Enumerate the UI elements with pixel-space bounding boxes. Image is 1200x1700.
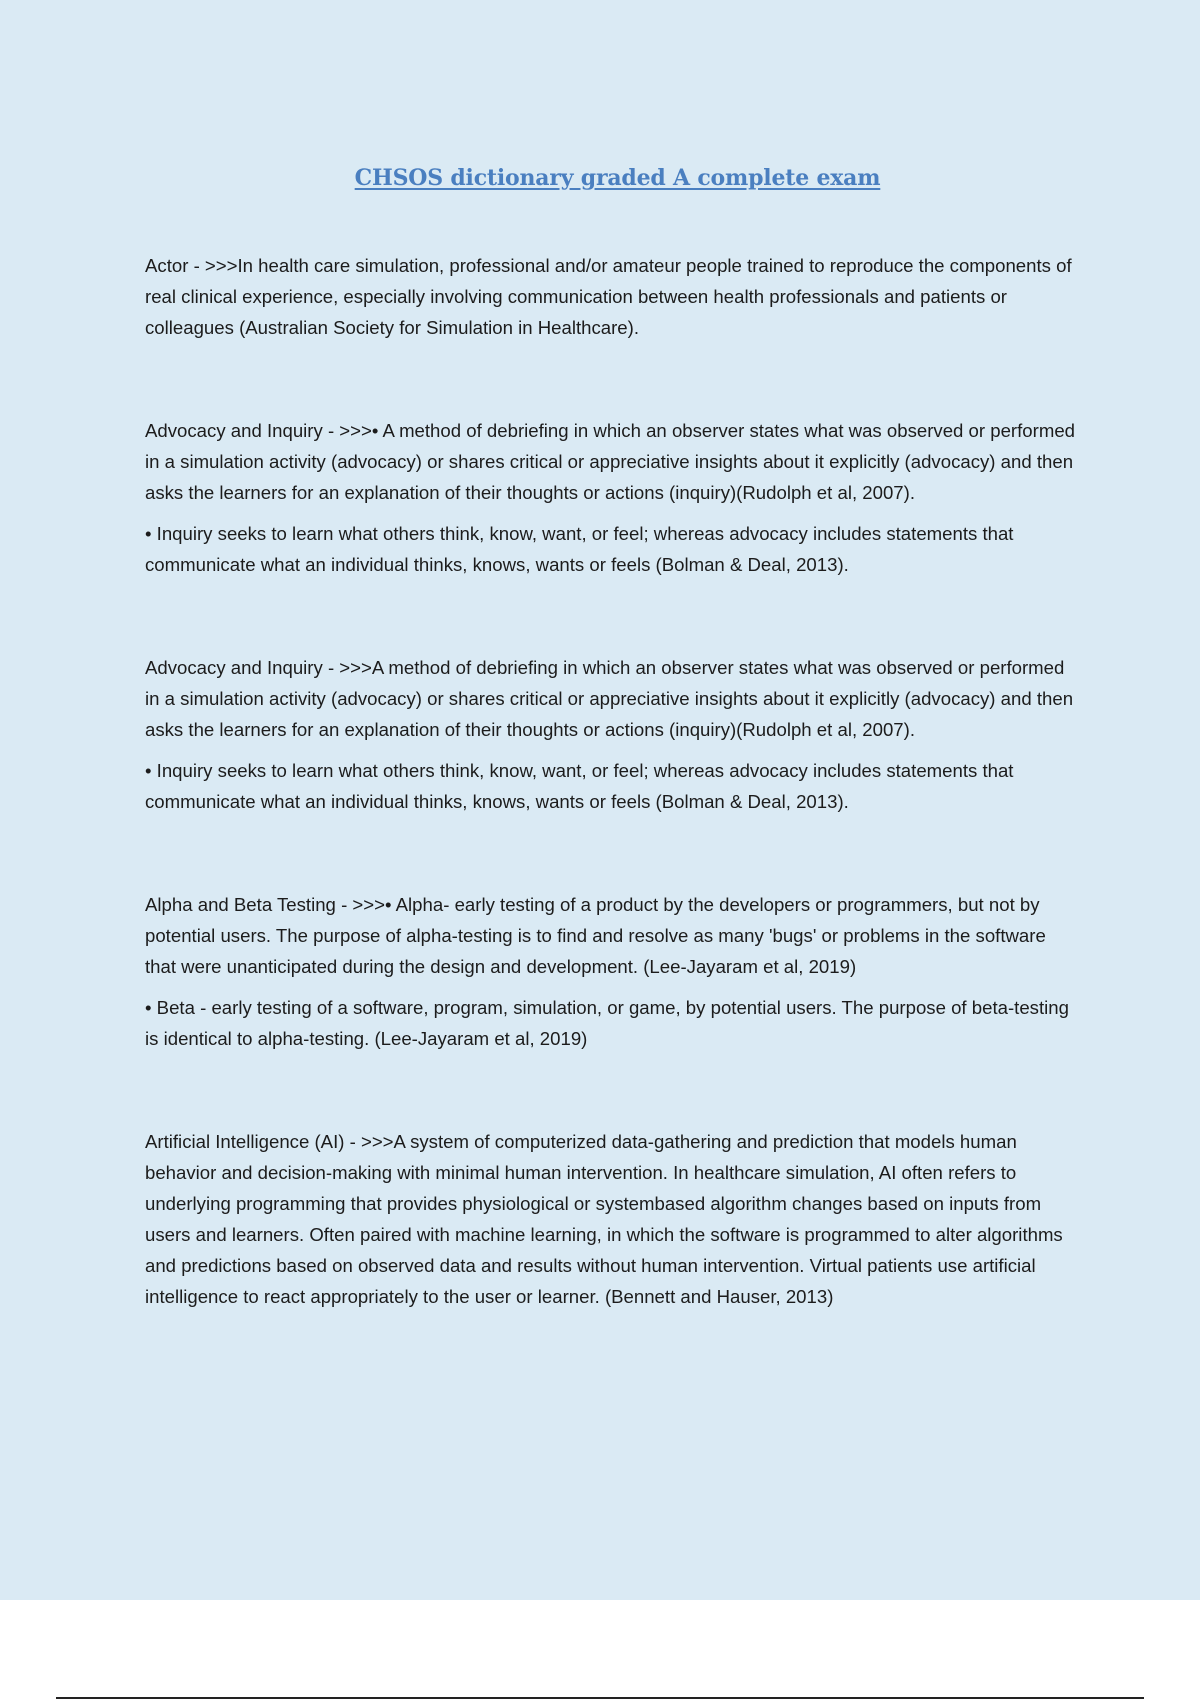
- entry-paragraph: • Inquiry seeks to learn what others think, know, want, or feel; whereas advocacy includes statements that communicate what an individual thinks, knows, wants or feels (Bolman & Deal, 2013).: [145, 760, 1014, 812]
- entry-paragraph: Advocacy and Inquiry - >>>A method of debriefing in which an observer states what was observed or performed in a simulation activity (advocacy) or shares critical or appreciative insights about it explicitly (advocacy) and then asks the learners for an explanation of their thoughts or actions (inquiry)(Rudolph et al, 2007).: [145, 657, 1074, 740]
- entry-artificial-intelligence: [145, 1126, 1080, 1312]
- entry-actor: [145, 250, 1080, 343]
- entry-paragraph: • Beta - early testing of a software, program, simulation, or game, by potential users. The purpose of beta-testing is identical to alpha-testing. (Lee-Jayaram et al, 2019): [145, 997, 1069, 1049]
- footer-divider: [56, 1697, 1144, 1699]
- document-body: [145, 250, 1080, 1312]
- entry-advocacy-and-inquiry-2: [145, 652, 1080, 817]
- entry-alpha-and-beta-testing: [145, 889, 1080, 1054]
- entry-paragraph: Artificial Intelligence (AI) - >>>A system of computerized data-gathering and prediction that models human behavior and decision-making with minimal human intervention. In healthcare simulation, AI often refers to underlying programming that provides physiological or systembased algorithm changes based on inputs from users and learners. Often paired with machine learning, in which the software is programmed to alter algorithms and predictions based on observed data and results without human intervention. Virtual patients use artificial intelligence to react appropriately to the user or learner. (Bennett and Hauser, 2013): [145, 1131, 1063, 1307]
- entry-paragraph: Actor - >>>In health care simulation, professional and/or amateur people trained to reproduce the components of real clinical experience, especially involving communication between health professionals and patients or colleagues (Australian Society for Simulation in Healthcare).: [145, 255, 1072, 338]
- entry-paragraph: Advocacy and Inquiry - >>>• A method of debriefing in which an observer states what was observed or performed in a simulation activity (advocacy) or shares critical or appreciative insights about it explicitly (advocacy) and then asks the learners for an explanation of their thoughts or actions (inquiry)(Rudolph et al, 2007).: [145, 420, 1075, 503]
- document-title: CHSOS dictionary graded A complete exam: [354, 165, 881, 191]
- entry-paragraph: • Inquiry seeks to learn what others think, know, want, or feel; whereas advocacy includes statements that communicate what an individual thinks, knows, wants or feels (Bolman & Deal, 2013).: [145, 523, 1014, 575]
- entry-advocacy-and-inquiry: [145, 415, 1080, 580]
- entry-paragraph: Alpha and Beta Testing - >>>• Alpha- early testing of a product by the developers or programmers, but not by potential users. The purpose of alpha-testing is to find and resolve as many 'bugs' or problems in the software that were unanticipated during the design and development. (Lee-Jayaram et al, 2019): [145, 894, 1046, 977]
